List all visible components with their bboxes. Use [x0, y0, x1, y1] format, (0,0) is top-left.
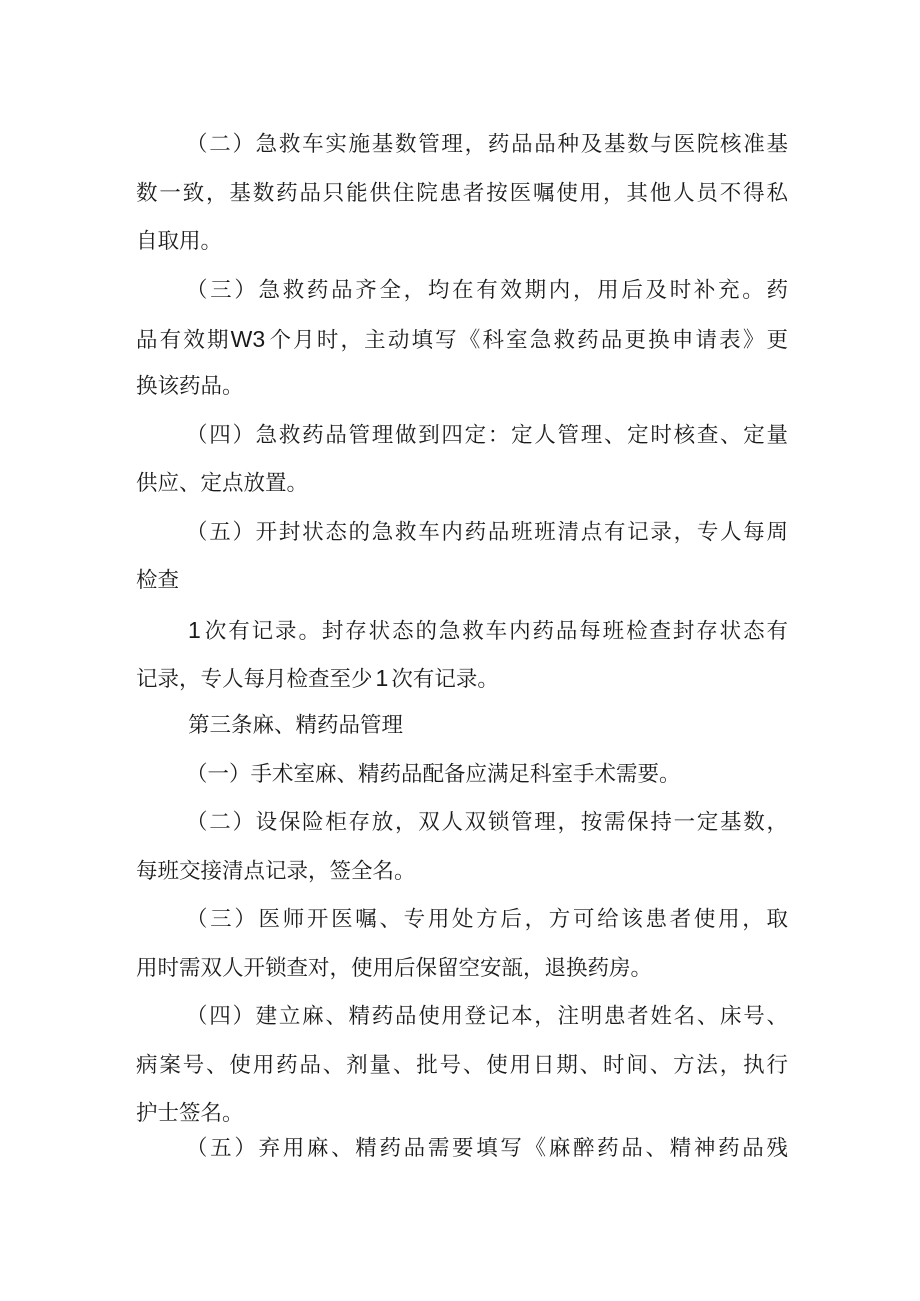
paragraph-5-line-4: [136, 667, 788, 691]
section-3-item-5-line-1: （五）弃用麻、精药品需要填写《麻醉药品、精神药品残: [186, 1136, 788, 1161]
section-3-item-4-line-1: （四）建立麻、精药品使用登记本，注明患者姓名、床号、: [186, 1004, 788, 1029]
section-3-item-3-line-2: 用时需双人开锁查对，使用后保留空安瓿，退换药房。: [136, 956, 653, 981]
paragraph-3-line-2: [136, 328, 788, 352]
paragraph-5-line-2: 检查: [136, 568, 180, 593]
paragraph-4-line-1: （四）急救药品管理做到四定：定人管理、定时核查、定量: [186, 423, 788, 448]
section-3-item-4-line-3: 护士签名。: [136, 1101, 244, 1126]
paragraph-5-line-3-number: 1: [188, 617, 201, 643]
paragraph-5-line-3-text: 次有记录。封存状态的急救车内药品每班检查封存状态有: [202, 619, 788, 644]
section-3-item-1: （一）手术室麻、精药品配备应满足科室手术需要。: [186, 762, 681, 787]
paragraph-3-line-1: （三）急救药品齐全，均在有效期内，用后及时补充。药: [186, 278, 788, 303]
section-3-item-2-line-2: 每班交接清点记录，签全名。: [136, 859, 416, 884]
paragraph-3-line-2-text-c: 个月时，主动填写《科室急救药品更换申请表》更: [267, 328, 788, 353]
paragraph-5-line-4-text-a: 记录，专人每月检查至少: [136, 667, 373, 692]
paragraph-3-line-3: 换该药品。: [136, 374, 244, 399]
paragraph-5-line-4-number: 1: [375, 665, 389, 691]
paragraph-2-line-3: 自取用。: [136, 229, 223, 254]
paragraph-2-line-2: 数一致，基数药品只能供住院患者按医嘱使用，其他人员不得私: [136, 181, 788, 206]
paragraph-3-line-2-number: W3: [230, 326, 266, 352]
section-3-title: 第三条麻、精药品管理: [188, 713, 404, 738]
paragraph-5-line-1: （五）开封状态的急救车内药品班班清点有记录，专人每周: [186, 520, 788, 545]
section-3-item-2-line-1: （二）设保险柜存放，双人双锁管理，按需保持一定基数，: [186, 810, 788, 835]
paragraph-5-line-3: [188, 619, 788, 643]
paragraph-4-line-2: 供应、定点放置。: [136, 471, 309, 496]
section-3-item-4-line-2: 病案号、使用药品、剂量、批号、使用日期、时间、方法，执行: [136, 1053, 788, 1078]
paragraph-3-line-2-text-a: 品有效期: [136, 328, 231, 353]
paragraph-5-line-4-text-c: 次有记录。: [391, 667, 499, 692]
section-3-item-3-line-1: （三）医师开医嘱、专用处方后，方可给该患者使用，取: [186, 907, 788, 932]
paragraph-2-line-1: （二）急救车实施基数管理，药品品种及基数与医院核准基: [186, 132, 788, 157]
